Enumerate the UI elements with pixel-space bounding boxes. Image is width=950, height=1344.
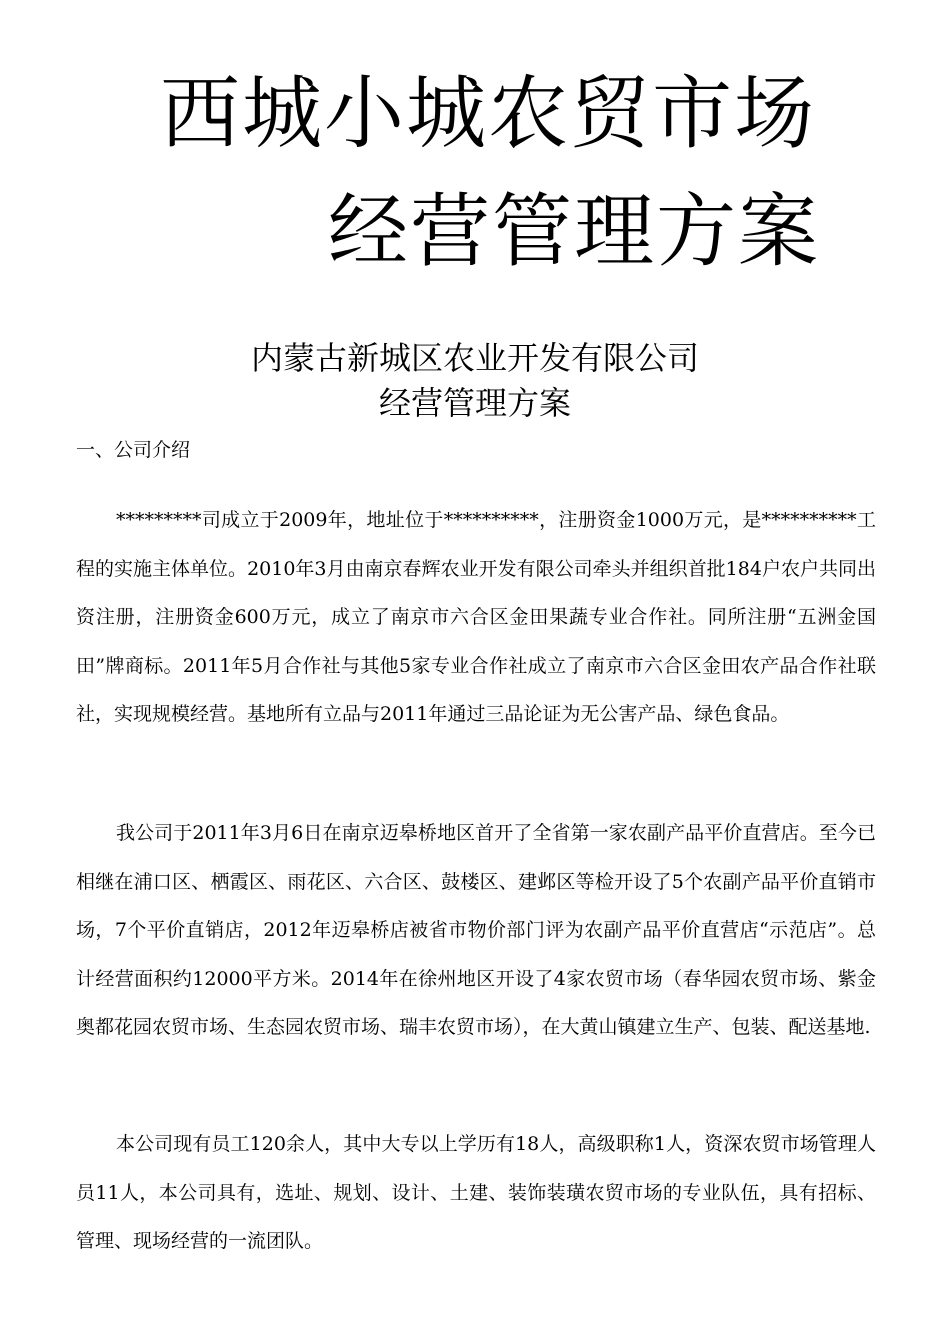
document-title-line2: 经营管理方案	[328, 185, 820, 278]
plan-subtitle-heading: 经营管理方案	[378, 384, 571, 422]
section-heading-company-intro: 一、公司介绍	[76, 439, 191, 461]
paragraph-company-history: *********司成立于2009年，地址位于**********，注册资金1000万元，是**********工程的实施主体单位。2010年3月由南京春辉农业开发有限公司牵头并组织首批184户农户共同出资注册，注册资金600万元，成立了南京市六合区金田果蔬专业合作社。同所注册“五洲金国田”牌商标。2011年5月合作社与其他5家专业合作社成立了南京市六合区金田农产品合作社联社，实现规模经营。基地所有立品与2011年通过三品论证为无公害产品、绿色食品。	[76, 509, 876, 725]
paragraph-store-expansion: 我公司于2011年3月6日在南京迈皋桥地区首开了全省第一家农副产品平价直营店。至今已相继在浦口区、栖霞区、雨花区、六合区、鼓楼区、建邺区等检开设了5个农副产品平价直销市场，7个平价直销店，2012年迈皋桥店被省市物价部门评为农副产品平价直营店“示范店”。总计经营面积约12000平方米。2014年在徐州地区开设了4家农贸市场（春华园农贸市场、紫金奥都花园农贸市场、生态园农贸市场、瑞丰农贸市场），在大黄山镇建立生产、包装、配送基地.	[76, 822, 876, 1038]
document-title-line1: 西城小城农贸市场	[160, 67, 816, 160]
paragraph-staff-team: 本公司现有员工120余人，其中大专以上学历有18人，高级职称1人，资深农贸市场管理人员11人，本公司具有，选址、规划、设计、土建、装饰装璜农贸市场的专业队伍，具有招标、管理、现场经营的一流团队。	[76, 1133, 876, 1252]
company-name-heading: 内蒙古新城区农业开发有限公司	[250, 339, 699, 377]
